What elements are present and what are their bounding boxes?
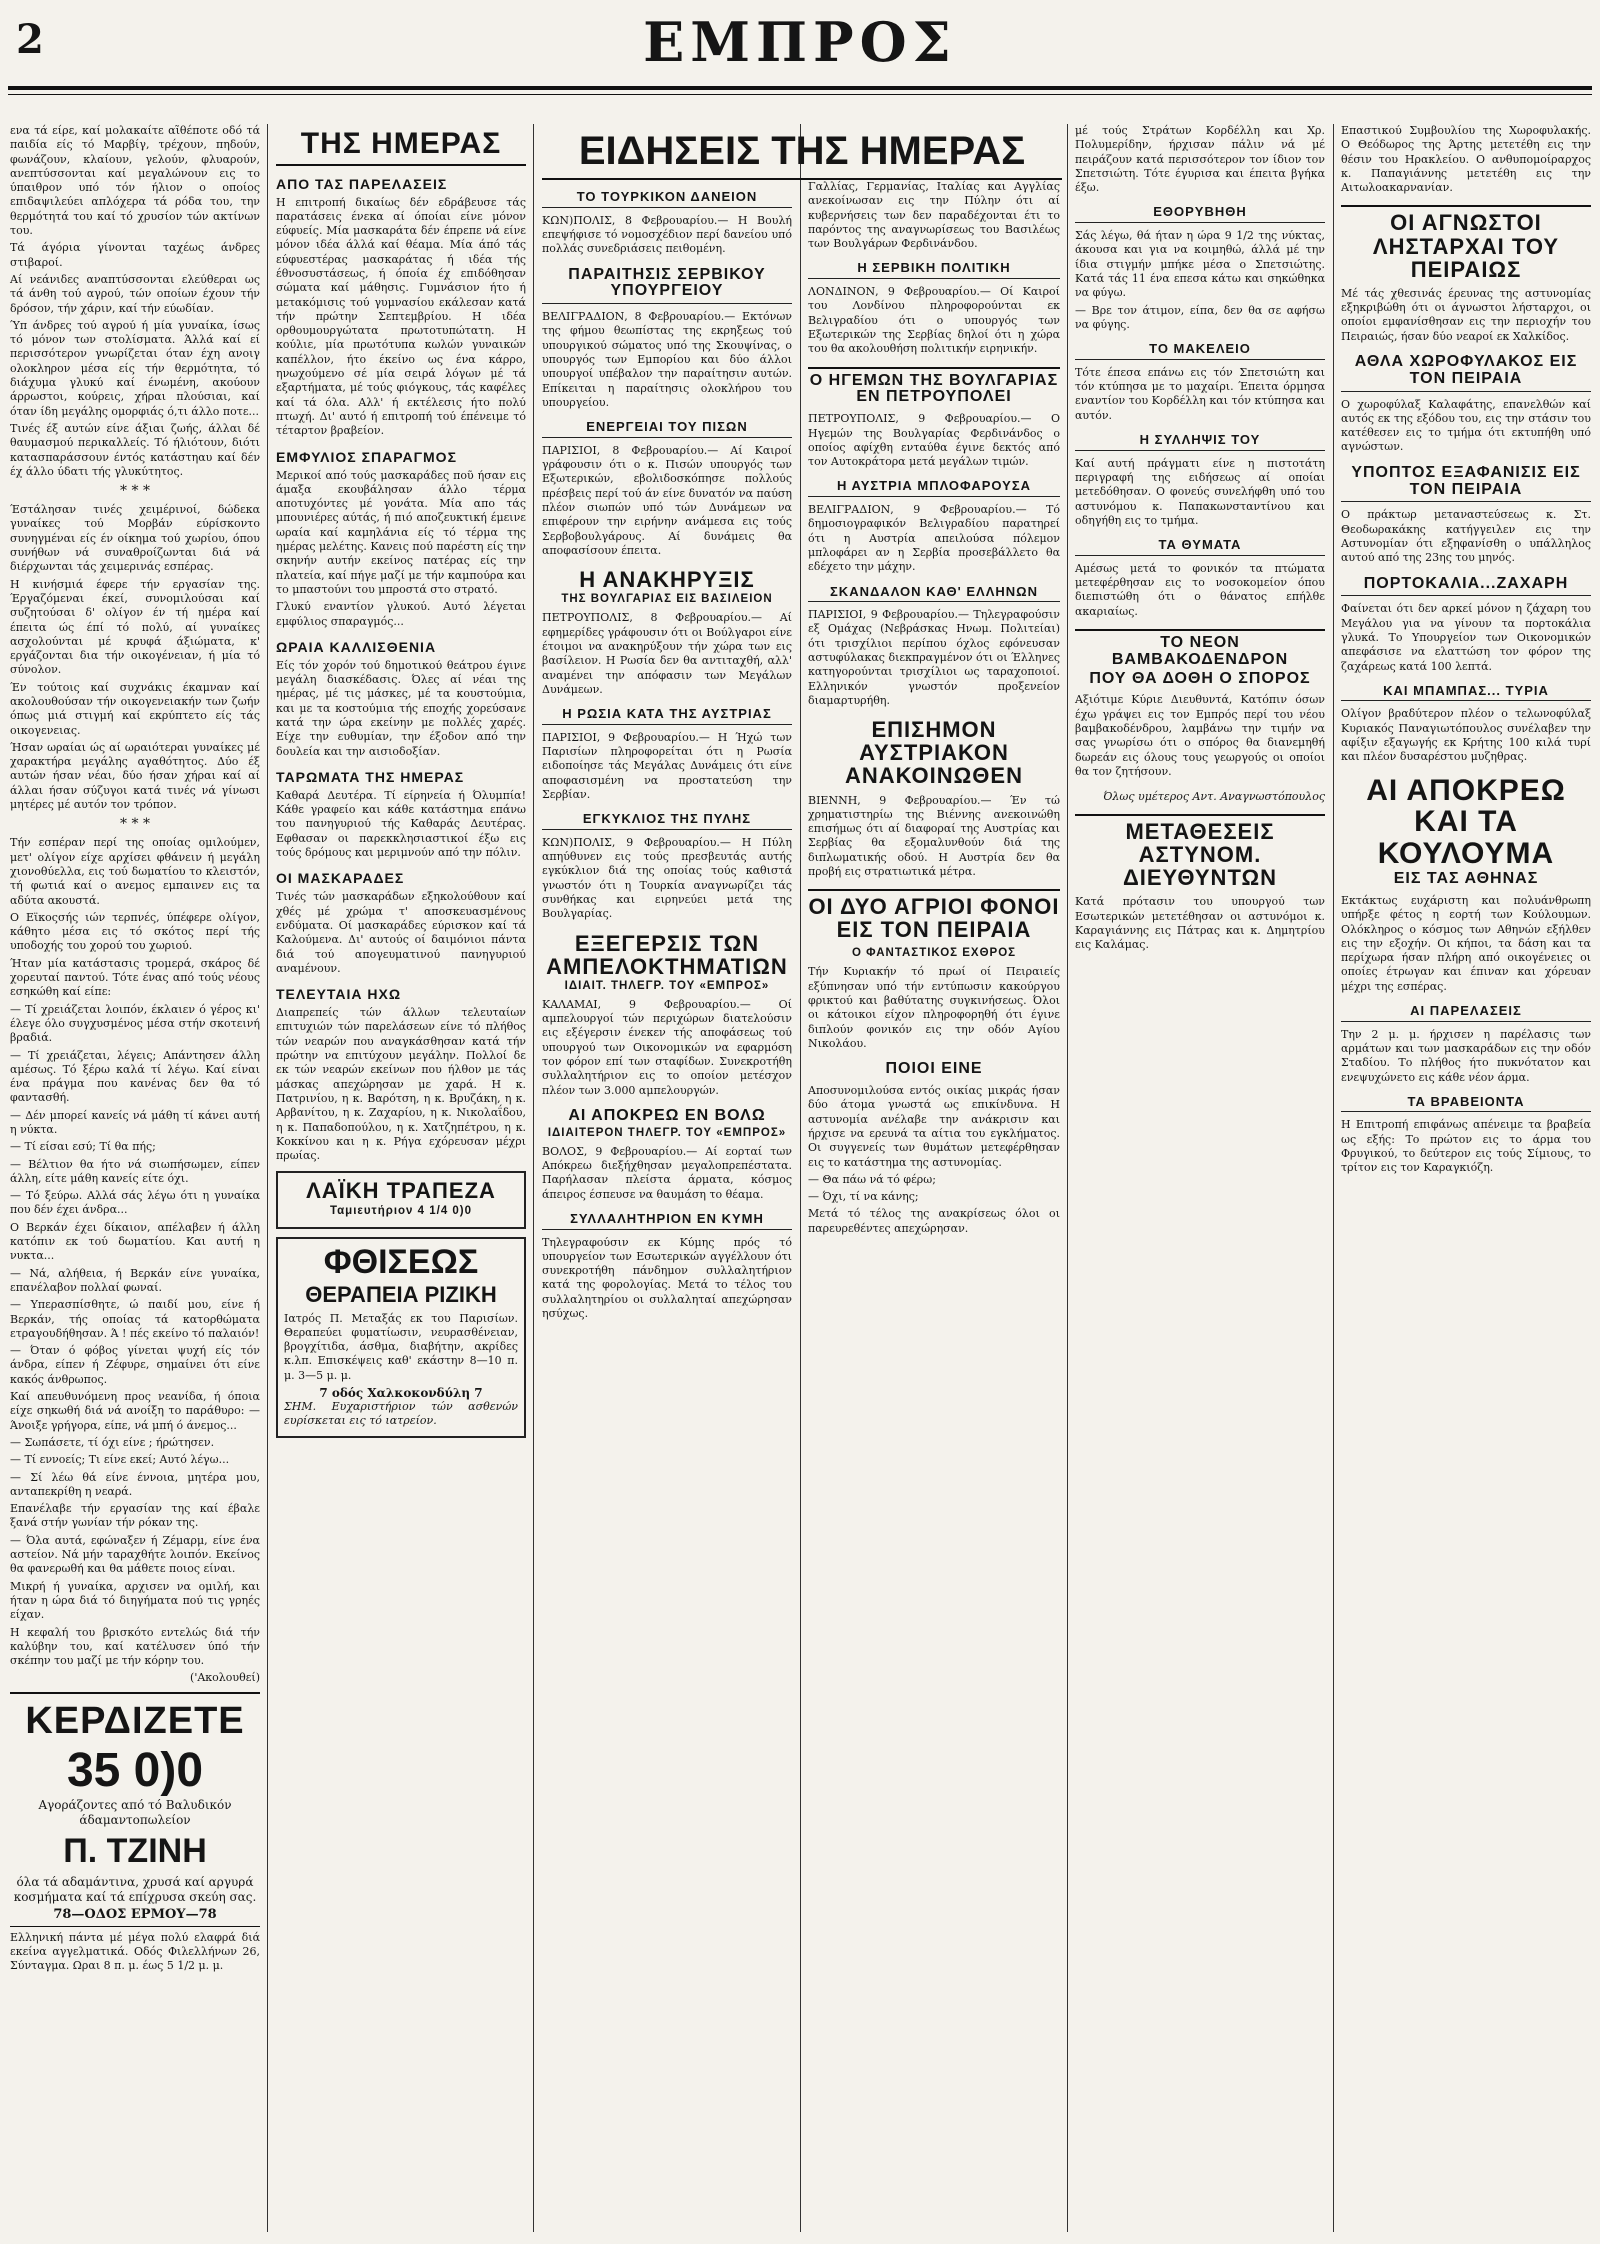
column-5 xyxy=(1075,124,1325,2232)
article-paragraph: Επανέλαβε τήν εργασίαν της καί έβαλε ξανά στήν γωνίαν τήν ρόκαν της. xyxy=(10,1502,260,1530)
newspaper-title: ΕΜΠΡΟΣ xyxy=(643,10,957,74)
article-paragraph: ΒΕΛΙΓΡΑΔΙΟΝ, 9 Φεβρουαρίου.— Τό δημοσιογραφικόν Βελιγραδίου παρατηρεί ότι η Αυστρία απειλούσα πόλεμον μπλοφάρει αν η Σερβία προσεβάλλετο θα εδέχετο την μάχην. xyxy=(808,503,1060,574)
article-paragraph: Ο πράκτωρ μεταναστεύσεως κ. Στ. Θεοδωρακάκης κατήγγειλεν εις την Αστυνομίαν ότι εξηφανίσθη ο υπάλληλος αυτού από της 23ης του μηνός. xyxy=(1341,508,1591,565)
article-title: ΤΟ ΝΕΟΝ ΒΑΜΒΑΚΟΔΕΝΔΡΟΝ xyxy=(1075,629,1325,669)
article-paragraph: — Θα πάω νά τό φέρω; xyxy=(808,1172,936,1186)
article-paragraph: Γλυκύ εναντίον γλυκού. Αυτό λέγεται εμφύλιος σπαραγμός... xyxy=(276,600,526,628)
article-title: ΤΟ ΜΑΚΕΛΕΙΟ xyxy=(1075,342,1325,360)
article-paragraph: Ήσαν ωραίαι ώς αί ωραιότεραι γυναίκες μέ χαρακτήρα μεγάλης αγαθότητος. Δύο έξ αυτών ήσαν νέαι, δύο ήσαν χήραι καί αί άλλαι ήσαν σύζυγοι κατά τινές νά γίνωσι μητέρες μέ αυτόν τον τρόπον. xyxy=(10,740,260,812)
article-paragraph: Καί απευθυνόμενη προς νεανίδα, ή όποια είχε σηκωθή διά νά ανοίξη το παράθυρο: — Άνοιξε γρήγορα, είπε, νά μπή ό άνεμος... xyxy=(10,1390,260,1432)
article-title: ΕΝΕΡΓΕΙΑΙ ΤΟΥ ΠΙΣΩΝ xyxy=(542,420,792,438)
article-paragraph: Τά άγόρια γίνονται ταχέως άνδρες στιβαροί. xyxy=(10,241,260,269)
article-paragraph: ΠΕΤΡΟΥΠΟΛΙΣ, 9 Φεβρουαρίου.— Ο Ηγεμών της Βουλγαρίας Φερδινάνδος ο οποίος αφίχθη ενταύθα έγινε δεκτός από τον Αυτοκράτορα μετά μεγάλων τιμών. xyxy=(808,412,1060,469)
article-paragraph: Μέ τάς χθεσινάς έρευνας της αστυνομίας εξηκριβώθη ότι οι άγνωστοι λήσταρχοι, οι οποίοι εμφανίσθησαν εις την περιοχήν του Πειραιώς, ήσαν δύο νεαροί εκ Χαλκίδος. xyxy=(1341,286,1591,343)
article-paragraph: ΒΕΛΙΓΡΑΔΙΟΝ, 8 Φεβρουαρίου.— Εκτόνων της φήμου θεωπίστας της εκρηξεως τού υπουργικού σώματος υπό της Σκουψίνας, ο υπουργός των Εμπορίου και δύο άλλοι υπουργοί υπέβαλον την παραίτησιν αυτών. Επίκειται η παραίτησις ολοκλήρου του υπουργείου. xyxy=(542,310,792,409)
article-paragraph: Επαστικού Συμβουλίου της Χωροφυλακής. Ο Θεόδωρος της Άρτης μετετέθη εις την θέσιν του Ηρακλείου. Ο ανθυπομοίραρχος κ. Παπαγιάννης μετετέθη εις την Αιτωλοακαρνανίαν. xyxy=(1341,124,1591,195)
article-title: ΤΑ ΒΡΑΒΕΙΟΝΤΑ xyxy=(1341,1095,1591,1113)
article-paragraph: — Τί χρειάζεται λοιπόν, έκλαιεν ό γέρος κι' έλεγε όλο συγχυσμένος μέσα στήν σκοτεινή βραδιά. xyxy=(10,1002,260,1045)
section-separator: * * * xyxy=(120,483,150,500)
article-title: ΚΑΙ ΜΠΑΜΠΑΣ... ΤΥΡΙΑ xyxy=(1341,684,1591,702)
article-paragraph: — Τί χρειάζεται, λέγεις; Απάντησεν άλλη αμέσως. Τό ξέρω καλά τί λέγω. Καί είναι ένα πράγμα που κανένας δεν θα τό φαντασθή. xyxy=(10,1048,260,1105)
article-title: ΕΠΙΣΗΜΟΝ ΑΥΣΤΡΙΑΚΟΝ ΑΝΑΚΟΙΝΩΘΕΝ xyxy=(845,717,1023,789)
article-paragraph: Έν τούτοις καί συχνάκις έκαμναν καί ακολουθούσαν τήν οικογενειακήν των ζωήν όπως μιά στιγμή καί εκρύπτετο είς τάς οικογενειας. xyxy=(10,680,260,737)
news-banner: ΕΙΔΗΣΕΙΣ ΤΗΣ ΗΜΕΡΑΣ xyxy=(542,130,1062,180)
ad-note: ΣΗΜ. Ευχαριστήριον τών ασθενών ευρίσκεται εις τό ιατρείον. xyxy=(284,1400,518,1428)
article-paragraph: μέ τούς Στράτων Κορδέλλη και Χρ. Πολυμερίδην, ήρχισαν πάλιν νά μέ πειράζουν κατά περισσότερον τον ίδιον τον Σπετσιώτη. Τότε έγυρισα και έπειτα βγήκα έξω. xyxy=(1075,124,1325,195)
column-4 xyxy=(808,180,1060,2232)
article-subtitle: ΙΔΙΑΙΤΕΡΟΝ ΤΗΛΕΓΡ. ΤΟΥ «ΕΜΠΡΟΣ» xyxy=(547,1126,787,1139)
article-paragraph: Έστάλησαν τινές χειμέρινοί, δώδεκα γυναίκες τού Μορβάν εύρίσκοντο συνηγμέναι είς έν οίκημα τού χωρίου, όπου συνήθων νά συναθροίζωνται διά νά διέρχωνται τάς χειμερινάς εσπέρας. xyxy=(10,503,260,574)
subsection-title: ΤΕΛΕΥΤΑΙΑ ΗΧΩ xyxy=(276,986,402,1003)
ad-text: Αγοράζοντες από τό Βαλυδικόν άδαμαντοπωλείον xyxy=(38,1797,232,1827)
ad-laiki-trapeza xyxy=(276,1171,526,1228)
article-title: ΕΓΚΥΚΛΙΟΣ ΤΗΣ ΠΥΛΗΣ xyxy=(542,812,792,830)
article-title: Ο ΗΓΕΜΩΝ ΤΗΣ ΒΟΥΛΓΑΡΙΑΣ ΕΝ ΠΕΤΡΟΥΠΟΛΕΙ xyxy=(808,367,1060,407)
masthead xyxy=(8,6,1592,124)
article-paragraph: — Όλα αυτά, εφώναξεν ή Ζέμαρμ, είνε ένα αστείον. Νά μήν ταραχθήτε λοιπόν. Εκείνος θα φανερωθή και θα μάθετε ποιος είναι. xyxy=(10,1533,260,1576)
article-title: ΕΘΟΡΥΒΗΘΗ xyxy=(1075,205,1325,223)
ad-headline: ΚΕΡΔΙΖΕΤΕ xyxy=(25,1699,245,1742)
article-title: ΠΑΡΑΙΤΗΣΙΣ ΣΕΡΒΙΚΟΥ ΥΠΟΥΡΓΕΙΟΥ xyxy=(542,267,792,305)
article-paragraph: Κατά πρότασιν του υπουργού των Εσωτερικών μετετέθησαν οι αστυνόμοι κ. Καραγιάννης εις Πάτρας και κ. Δημητρίου εις Καλάμας. xyxy=(1075,895,1325,952)
ad-title: ΦΘΙΣΕΩΣ xyxy=(323,1242,479,1281)
ad-footer-text: Ελληνική πάντα μέ μέγα πολύ ελαφρά διά εκείνα αγγελματικά. Οδός Φιλελλήνων 26, Σύνταγμα. Ωραι 8 π. μ. έως 5 1/2 μ. μ. xyxy=(10,1930,260,1973)
article-paragraph: Τήν εσπέραν περί της οποίας ομιλούμεν, μετ' ολίγον είχε αρχίσει φθάνειν ή μεγάλη χιονοθύελλα, εις τού δωματίου το κλειστόν, τή φωτιά καί ο ανεμος εμπαινεν εις τα αδύτα ακουστά. xyxy=(10,836,260,907)
article-title: ΑΙ ΠΑΡΕΛΑΣΕΙΣ xyxy=(1341,1004,1591,1022)
article-paragraph: Η κινήσμιά έφερε τήν εργασίαν της. Έργαζόμεναι έκεί, συνομιλούσαι καί συζητούσαι δ' ολίγον έν τή ημέρα καί έπειτα ώς έπί τό πολύ, αί γυναίκες ασχολούνται μέ κρυφά άξιώματα, κ' εργάζονται δια τήν οικογένειαν, ή μία τό σύνολον. xyxy=(10,577,260,677)
column-divider xyxy=(1067,124,1068,2232)
section-heading: ΤΗΣ ΗΜΕΡΑΣ xyxy=(276,128,526,166)
subsection-title: ΕΜΦΥΛΙΟΣ ΣΠΑΡΑΓΜΟΣ xyxy=(276,448,457,465)
column-divider xyxy=(1333,124,1334,2232)
article-paragraph: Τινές τών μασκαράδων εξηκολούθουν καί χθές μέ χρώμα τ' αποσκευασμένους ενδύματα. Οί μασκαράδες εύρισκον καί τά Καλούμενα. Δι' αυτούς οί δαιμόνιοι πάντα διά τού απογευματινού πανηγυριού αναμένουν. xyxy=(276,890,526,975)
column-1 xyxy=(10,124,260,2232)
article-paragraph: — Όχι, τί να κάνης; xyxy=(808,1190,919,1204)
article-paragraph: Γαλλίας, Γερμανίας, Ιταλίας και Αγγλίας ανεκοίνωσαν εις την Πύλην ότι αί κυβερνήσεις των δεν παραδέχονται έτι το παρόντος της αναγνωρίσεως του Βασιλέως των Βουλγάρων Φερδινάνδου. xyxy=(808,180,1060,251)
article-paragraph: Η Επιτροπή επιφάνως απένειμε τα βραβεία ως εξής: Το πρώτον εις το άρμα του Φρυγικού, το δεύτερον εις τούς Σίμιους, το τρίτον εις τον Καραγκιόζη. xyxy=(1341,1118,1591,1175)
article-paragraph: — Σωπάσετε, τί όχι είνε ; ήρώτησεν. xyxy=(10,1435,215,1449)
subsection-title: ΩΡΑΙΑ ΚΑΛΛΙΣΘΕΝΙΑ xyxy=(276,638,437,655)
article-title: ΠΟΡΤΟΚΑΛΙΑ...ΖΑΧΑΡΗ xyxy=(1341,576,1591,597)
article-title: ΟΙ ΑΓΝΩΣΤΟΙ ΛΗΣΤΑΡΧΑΙ ΤΟΥ ΠΕΙΡΑΙΩΣ xyxy=(1341,205,1591,280)
article-paragraph: ΠΑΡΙΣΙΟΙ, 8 Φεβρουαρίου.— Αί Καιροί γράφουσιν ότι ο κ. Πισών υπουργός των Εξωτερικών, εβολιδοσκόπησε πολλούς πρέσβεις περί τού άν είνε δυνατόν να παύση πλέον σιωπών υπό τών Δυνάμεων να επιφέρουν την ειρήνην ανάμεσα εις τούς Σερβοβουλγάρους. Αί δυνάμεις θα αποφασίσουν έπειτα. xyxy=(542,443,792,557)
masthead-rule xyxy=(8,86,1592,90)
article-paragraph: Ολίγον βραδύτερον πλέον ο τελωνοφύλαξ Κυριακός Παναγιωτόπουλος συνέλαβεν την αφίξιν εξαγωγής εκ Κρήτης 100 κιλά τυρί και πλέον δυσαρέστου μυζηθρας. xyxy=(1341,707,1591,764)
article-paragraph: Ήταν μία κατάστασις τρομερά, σκάρος δέ χορευταί παντού. Τότε ένας από τούς νέους εσηκώθη καί είπε: xyxy=(10,956,260,999)
article-paragraph: — Όταν ό φόβος γίνεται ψυχή είς τόν άνδρα, είπεν ή Ζέφυρε, σημαίνει ότι είνε κακός άνθρωπος. xyxy=(10,1344,260,1386)
article-paragraph: Τήν Κυριακήν τό πρωί οί Πειραιείς εξύπνησαν υπό τήν εντύπωσιν κακούργου φρικτού και βαθύτατης συγκινήσεως. Όλοι οι κάτοικοι είχον πληροφορηθή ότι έγινε διπλούν φονικόν εις την οδόν Αγίου Νικολάου. xyxy=(808,965,1060,1050)
article-paragraph: — Τί εννοείς; Τι είνε εκεί; Αυτό λέγω... xyxy=(10,1453,230,1467)
article-paragraph: ΠΕΤΡΟΥΠΟΛΙΣ, 8 Φεβρουαρίου.— Αί εφημερίδες γράφουσιν ότι οι Βούλγαροι είνε έτοιμοι να ανακηρύξουν τήν χώρα των εις βασίλειον. Η Ρωσία δεν θα αντιταχθή, αλλ' αναμένει την απόφασιν των Μεγάλων Δυνάμεων. xyxy=(542,611,792,696)
column-divider xyxy=(267,124,268,2232)
article-paragraph: Ύπ άνδρες τού αγρού ή μία γυναίκα, ίσως τό μόνον των στολίσματα. Άλλά καί εί περισσότερον γνωρίζεται όταν έχη ανοιγ ολοκληρον μέσα είς τήν θερμότητα, τό διάχυμα γλυκύ καί ένωμένη, ακούουν άρρωστοι, κούρεις, χήραι πλούσιαι, καί όταν ίδη μεγάλης ομορφιάς ό,τι άλλο ποτε... xyxy=(10,318,260,418)
article-paragraph: ΚΩΝ)ΠΟΛΙΣ, 8 Φεβρουαρίου.— Η Βουλή επεψήφισε τό νομοσχέδιον περί δανείου υπό πολλάς συνεδριάσεις πειθομένη. xyxy=(542,213,792,256)
article-paragraph: ΠΑΡΙΣΙΟΙ, 9 Φεβρουαρίου.— Τηλεγραφούσιν εξ Ομάχας (Νεβράσκας Ηνωμ. Πολιτείαι) ότι τρισχίλιοι περίπου όχλος εφόνευσαν αστυφύλακας διεκπραγμένον ότι οι Έλληνες κατηγορούνται τρισχίλιοι ως ταραχοποιοί. Ελληνικόν γνωστόν προξενείον διαμαρτυρήθη. xyxy=(808,608,1060,707)
article-title: ΑΘΛΑ ΧΩΡΟΦΥΛΑΚΟΣ ΕΙΣ ΤΟΝ ΠΕΙΡΑΙΑ xyxy=(1341,354,1591,392)
article-title: ΑΙ ΑΠΟΚΡΕΩ ΚΑΙ ΤΑ ΚΟΥΛΟΥΜΑ xyxy=(1366,773,1566,870)
article-paragraph: Είς τόν χορόν τού δημοτικού θεάτρου έγινε μεγάλη διασκέδασις. Όλες αί νέαι της ημέρας, μέ τις μάσκες, μέ τα κουστούμια, και με τα κοστούμια τής εποχής χορεύσανε κατά την ώρα εκείνην με πολλές χαρές. Είχε την ευθυμίαν, την έξοδον από την δουλεία και την αισιοδοξίαν. xyxy=(276,658,526,758)
masthead-rule-thin xyxy=(8,94,1592,95)
ad-rule xyxy=(10,1926,260,1927)
article-subtitle: ΤΗΣ ΒΟΥΛΓΑΡΙΑΣ ΕΙΣ ΒΑΣΙΛΕΙΟΝ xyxy=(561,593,773,606)
article-paragraph: Ο Βερκάν έχει δίκαιον, απέλαβεν ή άλλη κατόπιν εκ τού δωματίου. Και αυτή η νυκτα... xyxy=(10,1220,260,1263)
ad-phthiseos xyxy=(276,1237,526,1438)
column-6 xyxy=(1341,124,1591,2232)
article-title: Η ΑΝΑΚΗΡΥΞΙΣ xyxy=(579,567,755,593)
column-divider xyxy=(800,124,801,2232)
article-paragraph: — Νά, αλήθεια, ή Βερκάν είνε γυναίκα, επανέλαβον πολλαί φωναί. xyxy=(10,1266,260,1294)
ad-tzini xyxy=(10,1692,260,1974)
article-paragraph: Ο χωροφύλαξ Καλαφάτης, επανελθών καί αυτός εκ της εξόδου του, εις την στάσιν του κατέθεσεν εις το τμήμα ότι εκτυπήθη υπό αγνώστων. xyxy=(1341,397,1591,454)
article-paragraph: Τηλεγραφούσιν εκ Κύμης πρός τό υπουργείον των Εσωτερικών αγγέλλουν ότι συνεκροτήθη πάνδημον συλλαλητήριον κατά της φορολογίας. Μετά το τέλος του συλλαλητηρίου οι συλλαληταί απεχώρησαν ησύχως. xyxy=(542,1235,792,1321)
subsection-title: ΤΑΡΩΜΑΤΑ ΤΗΣ ΗΜΕΡΑΣ xyxy=(276,768,465,785)
article-title: ΤΟ ΤΟΥΡΚΙΚΟΝ ΔΑΝΕΙΟΝ xyxy=(542,190,792,208)
article-paragraph: Μικρή ή γυναίκα, αρχισεν να ομιλή, και ήταν η ώρα διά τό διηγήματα πού τις γρηές είχαν. xyxy=(10,1579,260,1622)
article-paragraph: ΛΟΝΔΙΝΟΝ, 9 Φεβρουαρίου.— Οί Καιροί του Λονδίνου πληροφορούνται εκ Βελιγραδίου ότι ο υπουργός των Εξωτερικών της Σερβίας δηλοί ότι η χώρα του θα ακολουθήση πολιτικήν ειρηνικήν. xyxy=(808,285,1060,356)
article-title: ΑΙ ΑΠΟΚΡΕΩ ΕΝ ΒΟΛΩ xyxy=(568,1106,766,1124)
continued-note: ('Ακολουθεί) xyxy=(190,1671,260,1685)
column-divider xyxy=(533,124,534,2232)
column-2 xyxy=(276,124,526,2232)
ad-text: όλα τά αδαμάντινα, χρυσά καί αργυρά κοσμήματα καί τά επίχρυσα σκεύη σας. xyxy=(13,1874,257,1904)
ad-discount: 35 0)0 xyxy=(66,1743,204,1797)
article-paragraph: Μετά τό τέλος της ανακρίσεως όλοι οι παρευρεθέντες απεχώρησαν. xyxy=(808,1207,1060,1235)
article-paragraph: ενα τά είρε, καί μολακαίτε αι̃θέποτε οδό τά παιδία είς τό Μαρβίγ, τρέχουν, πηδούν, φωνάζουν, κλαίουν, γελούν, φλυαρούν, ανεπτύσσονται καί μεγαλώνουν εις το ύπαιθρον υπό τόν ήλιον ο οποίος επιδαψιλεύει απλόχερα τά ρόδα του, την θερμότητά του καί τό χρυσίον τών ακτίνων του. xyxy=(10,124,260,238)
article-title: ΜΕΤΑΘΕΣΕΙΣ ΑΣΤΥΝΟΜ. ΔΙΕΥΘΥΝΤΩΝ xyxy=(1075,814,1325,889)
article-paragraph: ΠΑΡΙΣΙΟΙ, 9 Φεβρουαρίου.— Η Ήχώ των Παρισίων πληροφορείται ότι η Ρωσία ειδοποίησε τάς Μεγάλας Δυνάμεις ότι είνε αποφασισμένη να προστατεύση την Σερβίαν. xyxy=(542,730,792,801)
article-paragraph: — Υπερασπίσθητε, ώ παιδί μου, είνε ή Βερκάν, τής οποίας τά κατορθώματα ετραγουδήθησαν. Ά ! πές εκείνο τό παλαιόν! xyxy=(10,1298,260,1340)
ad-address: 7 οδός Χαλκοκονδύλη 7 xyxy=(319,1386,483,1400)
article-paragraph: Καί αυτή πράγματι είνε η πιστοτάτη περιγραφή της ειδήσεως αί οποίαι μετεδόθησαν. Ο φονεύς συνελήφθη υπό του αστυνόμου κ. Παπακωνσταντίνου και οδηγήθη εις το τμήμα. xyxy=(1075,456,1325,527)
article-signature: Όλως υμέτερος Αντ. Αναγνωστόπουλος xyxy=(1103,790,1325,804)
article-paragraph: Η κεφαλή του βρισκότο εντελώς διά τήν καλύβην του, καί κατέλυσεν ύπό τήν σκέπην του μαζί με τήν κόρην του. xyxy=(10,1625,260,1668)
article-paragraph: — Τί είσαι εσύ; Τί θα πής; xyxy=(10,1140,156,1154)
article-title: ΥΠΟΠΤΟΣ ΕΞΑΦΑΝΙΣΙΣ ΕΙΣ ΤΟΝ ΠΕΙΡΑΙΑ xyxy=(1341,465,1591,503)
article-paragraph: Αξιότιμε Κύριε Διευθυντά, Κατόπιν όσων έχω γράψει εις τον Εμπρός περί του νέου βαμβακοδένδρου, λαμβάνω την τιμήν να σας γνωρίσω ότι ο σπόρος θα διανεμηθή δωρεάν εις όλους τους γεωργούς οι οποίοι θα τον ζητήσουν. xyxy=(1075,693,1325,778)
page-number: 2 xyxy=(16,16,44,63)
article-title: ΣΥΛΛΑΛΗΤΗΡΙΟΝ ΕΝ ΚΥΜΗ xyxy=(542,1212,792,1230)
article-paragraph: Διαπρεπείς τών άλλων τελευταίων επιτυχιών τών παρελάσεων είνε τό πλήθος τών νεαρών που αναγκάσθησαν κατά τήν πρώτην να επιτύχουν μεγάλην. Πολλοί δε εκ τών νεαρών εκείνων που ήλθον με τάς μάσκας απεχώρησαν με χαρά. Η κ. Πατρινίου, η κ. Βαρότση, η κ. Βρυζάκη, η κ. Αρβανίτου, η κ. Ζαχαρίου, η κ. Νικολαΐδου, η κ. Παπαδοπούλου, η κ. Χατζηπέτρου, η κ. Κοκκίνου και η κ. Ρήγα εχόρευσαν μέχρι πρωίας. xyxy=(276,1006,526,1163)
ad-address: 78—ΟΔΟΣ ΕΡΜΟΥ—78 xyxy=(53,1906,217,1922)
article-paragraph: — Σί λέω θά είνε έννοια, μητέρα μου, ανταπεκρίθη η νεαρά. xyxy=(10,1470,260,1498)
article-title: Η ΣΕΡΒΙΚΗ ΠΟΛΙΤΙΚΗ xyxy=(808,261,1060,279)
article-paragraph: ΒΙΕΝΝΗ, 9 Φεβρουαρίου.— Έν τώ χρηματιστηρίω της Βιέννης ανεκοινώθη επισήμως ότι αί διαφοραί της Αυστρίας και Σερβίας θα εξομαλυνθούν διά της διπλωματικής οδού. Η Αυστρία δεν θα προβή εις στρατιωτικά μέτρα. xyxy=(808,793,1060,878)
article-title: ΣΚΑΝΔΑΛΟΝ ΚΑΘ' ΕΛΛΗΝΩΝ xyxy=(808,585,1060,603)
article-title: Η ΡΩΣΙΑ ΚΑΤΑ ΤΗΣ ΑΥΣΤΡΙΑΣ xyxy=(542,707,792,725)
article-subtitle: Ο ΦΑΝΤΑΣΤΙΚΟΣ ΕΧΘΡΟΣ xyxy=(851,947,1017,960)
article-paragraph: Τινές έξ αυτών είνε άξιαι ζωής, άλλαι δέ θαυμασμού περικαλλείς. Τό ήλιότουν, διότι κατασπαράσσουν έντός κατάστηαυ καί δέν έχ άλλο ύδατι τής γλυκύτητος. xyxy=(10,421,260,478)
article-paragraph: ΚΩΝ)ΠΟΛΙΣ, 9 Φεβρουαρίου.— Η Πύλη απηύθυνεν εις τούς πρεσβευτάς αυτής εγκύκλιον διά της οποίας τούς καθιστά γνωστόν ότι η Τουρκία αναγνωρίζει τάς συνθήκας και ειρηνεύει μετά της Βουλγαρίας. xyxy=(542,835,792,921)
section-separator: * * * xyxy=(120,816,150,833)
subsection-title: ΟΙ ΜΑΣΚΑΡΑΔΕΣ xyxy=(276,870,405,887)
article-subtitle: ΠΟΥ ΘΑ ΔΟΘΗ Ο ΣΠΟΡΟΣ xyxy=(1089,669,1311,687)
article-paragraph: Μερικοί από τούς μασκαράδες ποῦ ήσαν εις άμαξα εκουβάλησαν άλλο τέρμα αποτυχόντες μέ γονάτα. Μία απο τάς μπουνιέρες αύτάς, ή πιό αποζευκτική έμεινε ωραία καί καμηλάνια είς τό τέρμα της ημέρας μελέτης. Κανεις πού παρέστη είς την σκηνήν αυτήν εκείνος πατέρας είς την πλατεία, καί πήγε μαζί με τήν καμπούρα και το μπαστούνι του μπροστά στο στρατό. xyxy=(276,468,526,596)
article-paragraph: Σάς λέγω, θά ήταν η ώρα 9 1/2 της νύκτας, άκουσα και για να κοιμηθώ, άλλά μέ την ίδια στιγμήν μπήκε μέσα ο Σπετσιώτης. Κατά τάς 11 ένα επεσα κάτω και σηκώθηκα να φύγω. xyxy=(1075,229,1325,300)
ad-subtitle: ΘΕΡΑΠΕΙΑ ΡΙΖΙΚΗ xyxy=(305,1281,497,1307)
article-title: Η ΣΥΛΛΗΨΙΣ ΤΟΥ xyxy=(1075,433,1325,451)
article-title: Η ΑΥΣΤΡΙΑ ΜΠΛΟΦΑΡΟΥΣΑ xyxy=(808,479,1060,497)
article-title: ΟΙ ΔΥΟ ΑΓΡΙΟΙ ΦΟΝΟΙ ΕΙΣ ΤΟΝ ΠΕΙΡΑΙΑ xyxy=(808,889,1060,941)
article-paragraph: — Βέλτιον θα ήτο νά σιωπήσωμεν, είπεν άλλη, είτε μάθη κανείς είτε όχι. xyxy=(10,1157,260,1185)
article-paragraph: — Βρε τον άτιμον, είπα, δεν θα σε αφήσω να φύγης. xyxy=(1075,303,1325,331)
article-title: ΕΞΕΓΕΡΣΙΣ ΤΩΝ ΑΜΠΕΛΟΚΤΗΜΑΤΙΩΝ xyxy=(546,930,788,979)
article-paragraph: Την 2 μ. μ. ήρχισεν η παρέλασις των αρμάτων και των μασκαράδων εις την οδόν Σταδίου. Το πλήθος ήτο πυκνότατον και ενεψυχώνετο εις κάθε νέον άρμα. xyxy=(1341,1027,1591,1084)
article-paragraph: — Τό ξεύρω. Αλλά σάς λέγω ότι η γυναίκα που δέν έχει άνδρα... xyxy=(10,1189,260,1217)
article-paragraph: Αποσυνομιλούσα εντός οικίας μικράς ήσαν δύο άτομα γνωστά ως επικίνδυνα. Η αστυνομία ανέλαβε την ανάκρισιν και ήρχισε να ερευνά τα αίτια του εγκλήματος. Οι συγγενείς των θυμάτων μετεφέρθησαν εις το κατάστημα της αστυνομίας. xyxy=(808,1084,1060,1169)
article-paragraph: ΚΑΛΑΜΑΙ, 9 Φεβρουαρίου.— Οί αμπελουργοί τών περιχώρων διατελούσιν εις εξέγερσιν ένεκεν τής αποφάσεως τού υπουργού των Οικονομικών να εφαρμόση τον φόρον επί των σταφίδων. Συνεκροτήθη συλλαλητήριον εις το οποίον μετέσχον πλέον των 3.000 αμπελουργών. xyxy=(542,997,792,1097)
article-paragraph: Αί νεάνιδες αναπτύσσονται ελεύθεραι ως τά άνθη τού αγρού, τών οποίων έχουν τήν δρόσον, τήν χάριν, καί τήν εύωδίαν. xyxy=(10,272,260,315)
article-paragraph: Εκτάκτως ευχάριστη και πολυάνθρωπη υπήρξε φέτος η εορτή των Κούλουμων. Ολόκληρος ο κόσμος των Αθηνών εξήλθεν εις την εξοχήν. Οι κήποι, τα δάση και τα περίχωρα ήσαν πλήρη από οικογένειες οι οποίες έτρωγαν και έπιναν και χόρευαν μέχρι της εσπέρας. xyxy=(1341,893,1591,993)
article-paragraph: ΒΟΛΟΣ, 9 Φεβρουαρίου.— Αί εορταί των Απόκρεω διεξήχθησαν μεγαλοπρεπέστατα. Παρήλασαν πλείστα άρματα, κόσμος άπειρος έσπευσε να θαυμάση το θέαμα. xyxy=(542,1144,792,1201)
ad-title: ΛΑΪΚΗ ΤΡΑΠΕΖΑ xyxy=(306,1178,496,1204)
article-paragraph: Η επιτροπή δικαίως δέν εδράβευσε τάς παρατάσεις ένεκα αί όποίαι είνε μόνον εύφυείς. Μία μασκαράτα δέν έπρεπε νά είνε μόνον ιδέα άλλά καί θέαμα. Μία άπό τάς εύφυεστέρας μασκαράτας ή ιδέα τής έθνοσυστάσεως, ή όποία έχ επιδόθησαν σώματα καί μάθησις. Γυμνάσιον ήτο ή μετακόμισις τού γυμνασίου εκάλεσαν κατά τήν πρώτην Σεπτεμβρίου. Η ιδέα ορθουμουργώτατα πρωτοτυπώτατη. Η κούλιε, μία πρωτότυπα κωλών γυναικών καπέλλον, ήτο έκείνο ως ένα κάρρο, ηνωχούμενο σέ μία σειρά λόγων μέ τά εξαρτήματα, μέ τούς φιόγκους, τάς καφέλες καί τά όλα. Αλλ' ή εκτέλεσις ήτο πολύ πτωχή. Δι' αυτό ή επιτροπή τού έπένειμε τό τέταρτον βραβείον. xyxy=(276,195,526,438)
article-paragraph: Ο Εϊκοςσής ιών τερπνές, ύπέφερε ολίγον, κάθητο μέσα εις τό σκότος περί τής υποδοχής του χορού του χωριού. xyxy=(10,910,260,953)
article-paragraph: — Δέν μπορεί κανείς νά μάθη τί κάνει αυτή η νύκτα. xyxy=(10,1108,260,1136)
ad-shop-name: Π. ΤΖΙΝΗ xyxy=(63,1831,207,1870)
ad-text: Ιατρός Π. Μεταξάς εκ του Παρισίων. Θεραπεύει φυματίωσιν, νευρασθένειαν, βρογχίτιδα, άσθμα, διαβήτην, ακρίδες κ.λπ. Επισκέψεις καθ' εκάστην 8—10 π. μ. 3—5 μ. μ. xyxy=(284,1311,518,1382)
article-paragraph: Αμέσως μετά το φονικόν τα πτώματα μετεφέρθησαν εις το νοσοκομείον όπου διεπιστώθη ότι ο θάνατος επήλθε ακαριαίως. xyxy=(1075,561,1325,618)
subsection-title: ΑΠΟ ΤΑΣ ΠΑΡΕΛΑΣΕΙΣ xyxy=(276,175,448,192)
article-title: ΠΟΙΟΙ ΕΙΝΕ xyxy=(885,1060,983,1078)
article-title: ΤΑ ΘΥΜΑΤΑ xyxy=(1075,538,1325,556)
article-paragraph: Τότε έπεσα επάνω εις τόν Σπετσιώτη και τόν κτύπησα με το μαχαίρι. Έπειτα όρμησα εναντίον του Κορδέλλη και τόν κτύπησα και αυτόν. xyxy=(1075,365,1325,422)
ad-subtitle: Ταμιευτήριον 4 1/4 0)0 xyxy=(329,1204,473,1217)
article-subtitle: ΕΙΣ ΤΑΣ ΑΘΗΝΑΣ xyxy=(1393,870,1539,888)
article-paragraph: Φαίνεται ότι δεν αρκεί μόνον η ζάχαρη του Μεγάλου για να γίνουν τα πορτοκάλια γλυκά. Το Υπουργείον των Οικονομικών απεφάσισε να ελαττώση τον φόρον της ζαχάρεως κατά 100 λεπτά. xyxy=(1341,602,1591,673)
article-paragraph: Καθαρά Δευτέρα. Τί είρηνεία ή Όλυμπία! Κάθε γραφείο και κάθε κατάστημα επάνω του πανηγυριού τής Καθαράς Δευτέρας. Εφθασαν οι παρεκκλησιαστικοί έξω εις τούς δρόμους και μεριμνούν από την πόλιν. xyxy=(276,788,526,860)
article-subtitle: ΙΔΙΑΙΤ. ΤΗΛΕΓΡ. ΤΟΥ «ΕΜΠΡΟΣ» xyxy=(564,979,770,992)
